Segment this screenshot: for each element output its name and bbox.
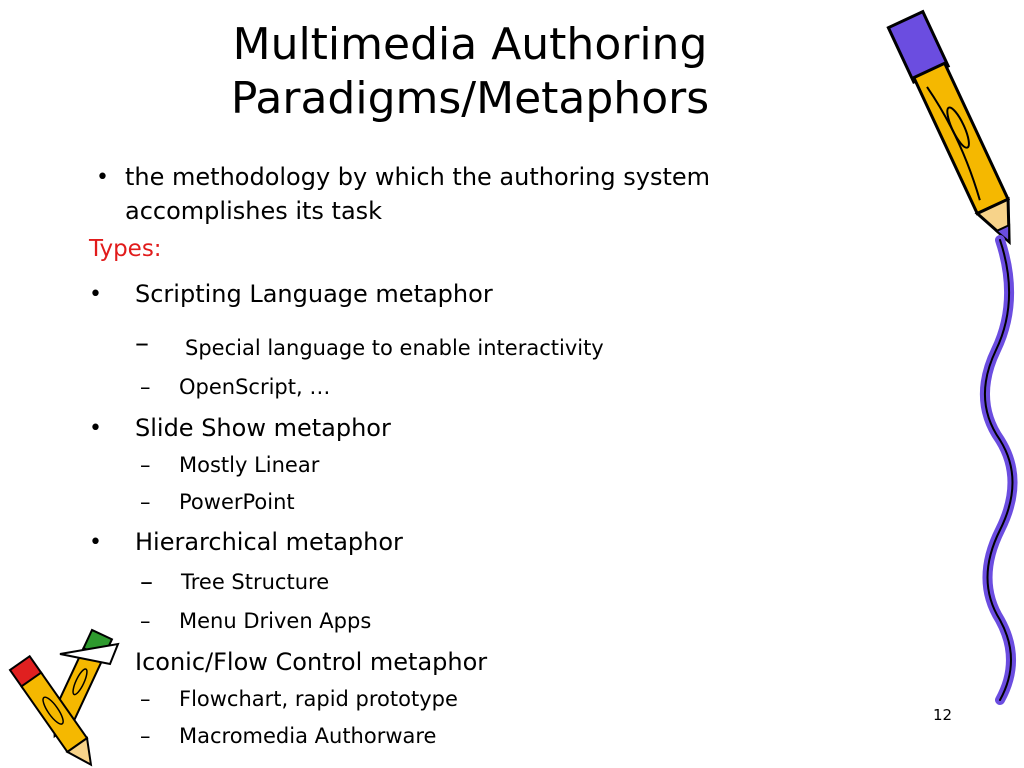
list-item: Special language to enable interactivity bbox=[185, 336, 604, 360]
title-line-1: Multimedia Authoring bbox=[232, 19, 708, 70]
dash-glyph: – bbox=[140, 724, 151, 748]
list-item: Tree Structure bbox=[181, 570, 330, 594]
bullet-glyph: • bbox=[96, 165, 109, 190]
section-heading-slideshow: Slide Show metaphor bbox=[135, 414, 391, 442]
dash-glyph: – bbox=[140, 453, 151, 477]
dash-glyph: – bbox=[140, 609, 151, 633]
title-line-2: Paradigms/Metaphors bbox=[230, 73, 710, 124]
intro-line-2: accomplishes its task bbox=[125, 197, 383, 225]
dash-glyph: – bbox=[135, 326, 149, 359]
dash-glyph: – bbox=[140, 687, 151, 711]
dash-glyph: – bbox=[140, 375, 151, 399]
pencils-bottom-left-icon bbox=[0, 620, 150, 768]
types-label: Types: bbox=[89, 236, 162, 262]
bullet-glyph: • bbox=[89, 530, 102, 555]
section-heading-hierarchical: Hierarchical metaphor bbox=[135, 528, 403, 556]
pencil-top-right-icon bbox=[850, 0, 1024, 768]
list-item: PowerPoint bbox=[179, 490, 295, 514]
list-item: OpenScript, … bbox=[179, 375, 331, 399]
list-item: Menu Driven Apps bbox=[179, 609, 372, 633]
list-item: Flowchart, rapid prototype bbox=[179, 687, 458, 711]
bullet-glyph: • bbox=[89, 416, 102, 441]
page-number: 12 bbox=[933, 706, 953, 724]
dash-glyph: – bbox=[140, 490, 151, 514]
intro-line-1: the methodology by which the authoring system bbox=[125, 163, 711, 191]
section-heading-scripting: Scripting Language metaphor bbox=[135, 280, 493, 308]
list-item: Macromedia Authorware bbox=[179, 724, 437, 748]
dash-glyph: – bbox=[140, 567, 153, 597]
slide-title bbox=[120, 18, 820, 126]
section-heading-iconic: Iconic/Flow Control metaphor bbox=[135, 648, 488, 676]
bullet-glyph: • bbox=[89, 282, 102, 307]
list-item: Mostly Linear bbox=[179, 453, 320, 477]
